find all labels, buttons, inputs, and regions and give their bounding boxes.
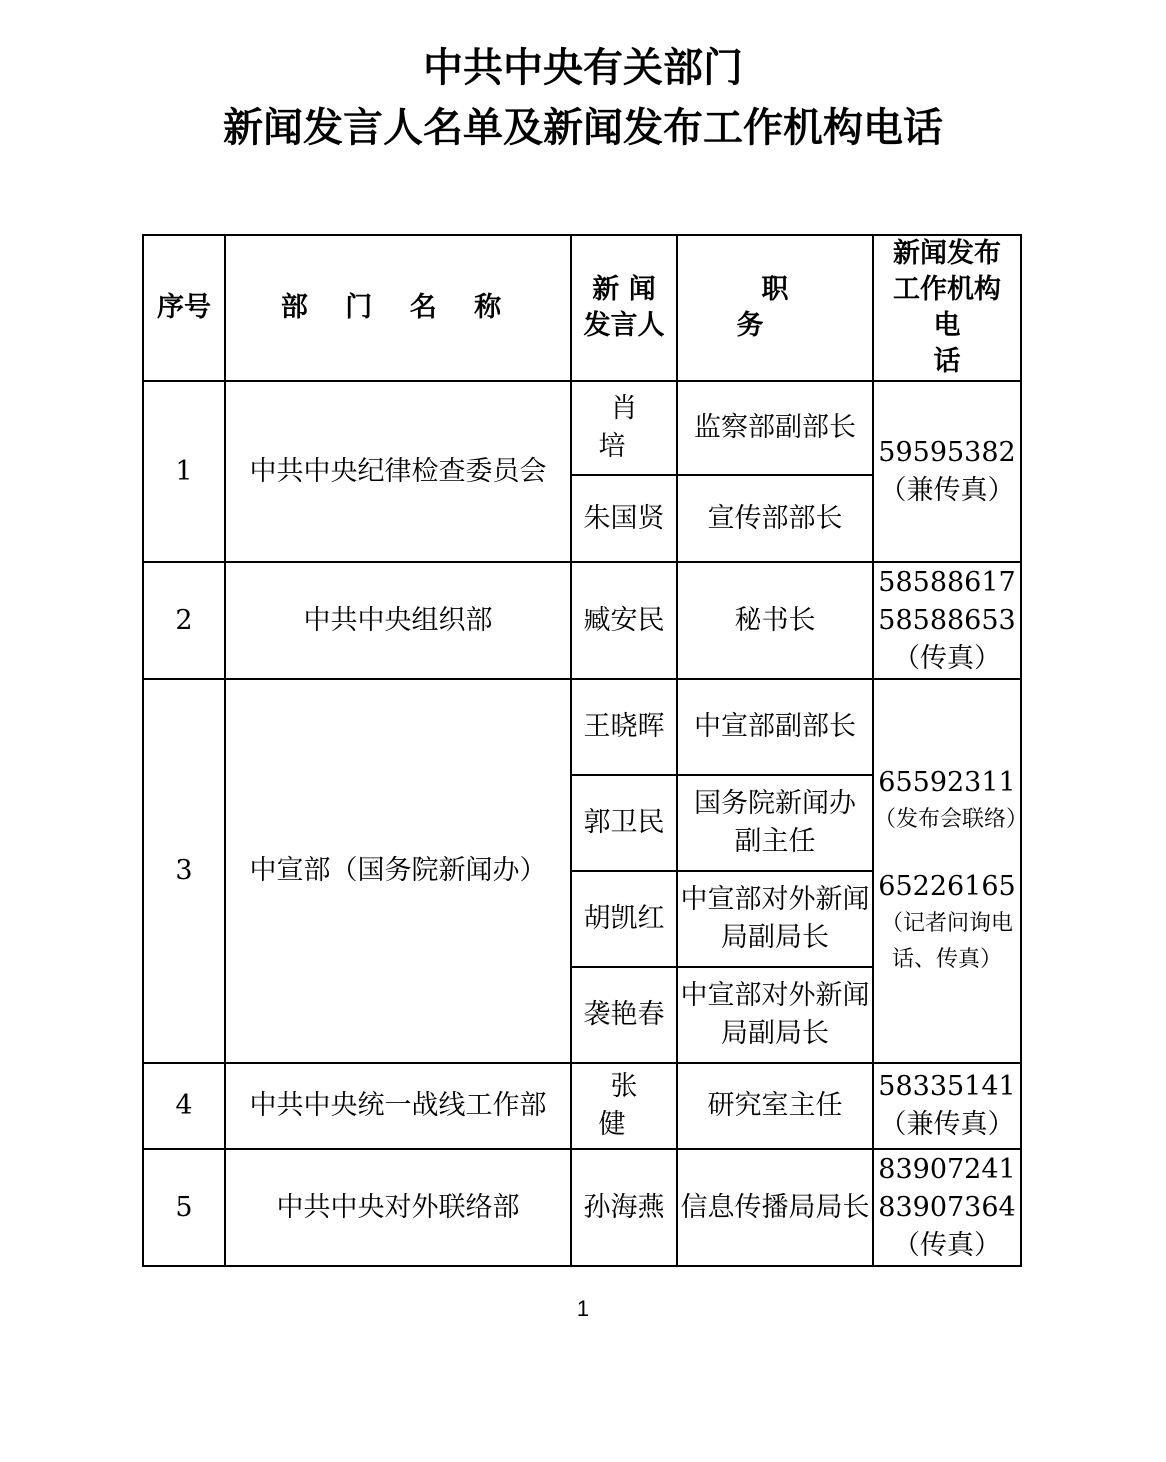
phone-number: 65226165: [878, 871, 1016, 902]
phone-note: （兼传真）: [879, 1109, 1015, 1140]
table-row: [143, 1063, 1021, 1149]
spokesperson-name: 胡凯红: [571, 871, 677, 967]
header-position: [677, 235, 873, 381]
table-row: [143, 679, 1021, 775]
row-department: 中共中央统一战线工作部: [225, 1063, 571, 1149]
header-position-label: 职 务: [736, 274, 839, 341]
spokesperson-position: 中宣部副部长: [677, 679, 873, 775]
spokesperson-position: 研究室主任: [677, 1063, 873, 1149]
spokesperson-table: [142, 234, 1029, 1267]
spokesperson-position: 监察部副部长: [677, 381, 873, 475]
row-phone: [873, 1149, 1021, 1266]
row-department: 中共中央纪律检查委员会: [225, 381, 571, 562]
row-phone: [873, 679, 1029, 1063]
phone-number: 65592311: [878, 767, 1016, 798]
table-row: [143, 381, 1021, 475]
spokesperson-position: [677, 967, 873, 1063]
position-line-1: 中宣部对外新闻: [680, 884, 870, 915]
position-line-1: 国务院新闻办: [694, 788, 856, 819]
spokesperson-position: [677, 871, 873, 967]
row-index: 5: [143, 1149, 225, 1266]
spokesperson-name: 袭艳春: [571, 967, 677, 1063]
header-row: [143, 235, 1021, 381]
phone-number: 59595382: [878, 436, 1016, 468]
spokesperson-position: 秘书长: [677, 562, 873, 679]
header-spokesperson: [571, 235, 677, 381]
header-department: [225, 235, 571, 381]
row-index: 3: [143, 679, 225, 1063]
page-number: 1: [576, 1296, 590, 1321]
spokesperson-name: [571, 381, 677, 475]
row-phone: [873, 381, 1021, 562]
spokesperson-name-text: 张 健: [598, 1071, 662, 1140]
header-department-label: 部 门 名 称: [280, 292, 516, 323]
spokesperson-name-text: 肖 培: [598, 393, 662, 462]
row-phone: [873, 562, 1021, 679]
phone-note: （兼传真）: [879, 474, 1015, 506]
row-index: 2: [143, 562, 225, 679]
row-department: 中共中央组织部: [225, 562, 571, 679]
spokesperson-name: 臧安民: [571, 562, 677, 679]
row-phone: [873, 1063, 1021, 1149]
spokesperson-name: [571, 1063, 677, 1149]
phone-number: 83907241: [878, 1153, 1016, 1185]
header-spokesperson-line-1: 新 闻: [592, 274, 656, 305]
row-department: 中共中央对外联络部: [225, 1149, 571, 1266]
phone-spacer: [874, 838, 1020, 868]
phone-number: 58335141: [878, 1071, 1016, 1102]
spokesperson-position: 宣传部部长: [677, 475, 873, 562]
row-index: 4: [143, 1063, 225, 1149]
phone-number: 58588653: [878, 604, 1016, 636]
spokesperson-position: [677, 775, 873, 871]
phone-note: （记者问询电: [880, 911, 1013, 936]
phone-note: （传真）: [893, 642, 1001, 674]
document-title-line-1: 中共中央有关部门: [423, 45, 743, 91]
spokesperson-name: 王晓晖: [571, 679, 677, 775]
header-index: 序号: [143, 235, 225, 381]
spokesperson-position: 信息传播局局长: [677, 1149, 873, 1266]
phone-number: 83907364: [878, 1191, 1016, 1223]
table-row: [143, 1149, 1021, 1266]
header-spokesperson-line-2: 发言人: [583, 310, 665, 341]
position-line-2: 局副局长: [721, 922, 829, 953]
position-line-2: 副主任: [734, 826, 816, 857]
header-phone-line-2: 工作机构: [893, 274, 1001, 305]
spokesperson-name: 郭卫民: [571, 775, 677, 871]
header-phone-line-3: 电 话: [933, 310, 1001, 377]
phone-number: 58588617: [878, 566, 1016, 598]
phone-note: （发布会联络）: [874, 807, 1029, 832]
row-department: 中宣部（国务院新闻办）: [225, 679, 571, 1063]
header-phone-line-1: 新闻发布: [893, 238, 1001, 269]
row-index: 1: [143, 381, 225, 562]
document-title-line-2: 新闻发言人名单及新闻发布工作机构电话: [223, 105, 943, 151]
header-phone: [873, 235, 1021, 381]
spokesperson-name: 朱国贤: [571, 475, 677, 562]
spokesperson-name: 孙海燕: [571, 1149, 677, 1266]
table-row: [143, 562, 1021, 679]
position-line-2: 局副局长: [721, 1018, 829, 1049]
phone-note: 话、传真）: [891, 947, 1002, 972]
phone-note: （传真）: [893, 1229, 1001, 1261]
position-line-1: 中宣部对外新闻: [680, 980, 870, 1011]
